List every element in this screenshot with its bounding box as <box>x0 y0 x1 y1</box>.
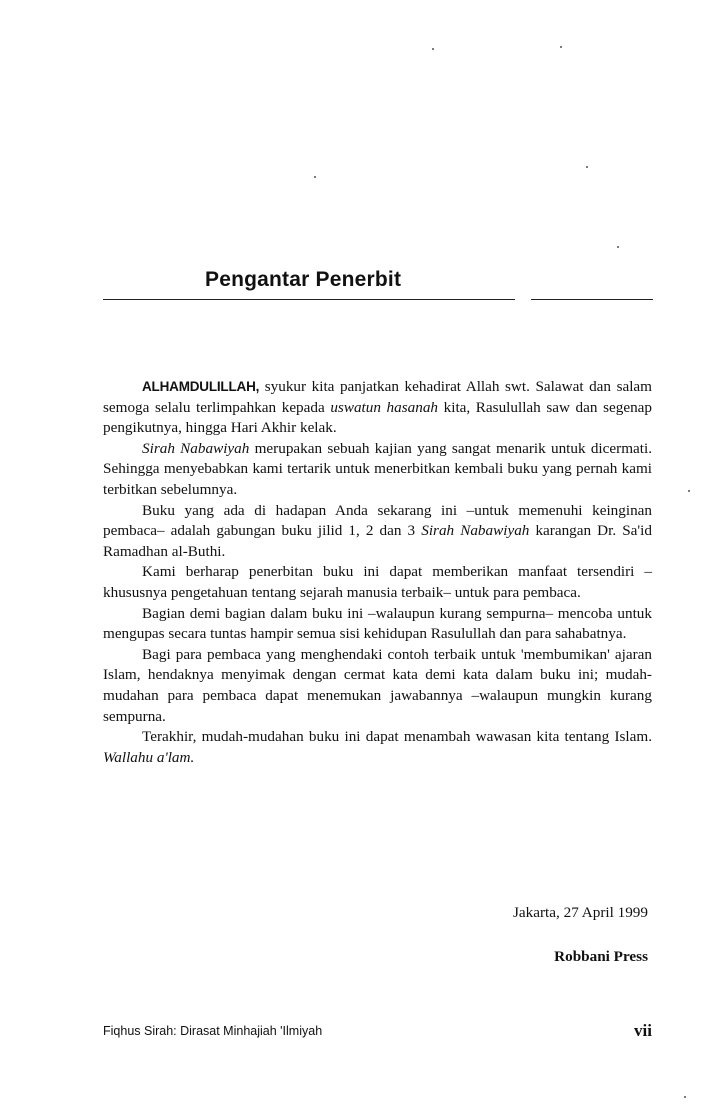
scan-speck <box>432 48 434 50</box>
scan-speck <box>560 46 562 48</box>
paragraph-text: syukur kita panjatkan kehadirat Allah swt. Salawat dan salam semoga selalu terlimpahkan kepada <box>103 378 652 416</box>
paragraph-text: Terakhir, mudah-mudahan buku ini dapat menambah wawasan kita tentang Islam. <box>142 728 652 746</box>
scan-speck <box>617 246 619 248</box>
paragraph-lead-word: ALHAMDULILLAH, <box>142 379 260 394</box>
italic-term: Sirah Nabawiyah <box>421 522 530 540</box>
page-title: Pengantar Penerbit <box>205 268 402 291</box>
body-text <box>103 377 652 768</box>
paragraph-text: Buku yang ada di hadapan Anda sekarang ini –untuk memenuhi keinginan pembaca– adalah gabungan buku jilid 1, 2 dan 3 <box>103 501 652 540</box>
paragraph <box>103 562 652 603</box>
italic-term: uswatun hasanah <box>330 398 439 416</box>
italic-term: Wallahu a'lam. <box>103 748 195 766</box>
scan-speck <box>586 166 588 168</box>
scan-speck <box>688 490 690 492</box>
paragraph <box>103 439 652 501</box>
paragraph-text: Bagian demi bagian dalam buku ini –walaupun kurang sempurna– mencoba untuk mengupas secara tuntas hampir semua sisi kehidupan Rasulullah dan para sahabatnya. <box>103 604 652 643</box>
paragraph-text: Bagi para pembaca yang menghendaki contoh terbaik untuk 'membumikan' ajaran Islam, hendaknya menyimak dengan cermat kata demi kata dalam buku ini; mudah-mudahan para pembaca dapat menemukan jawabannya –walaupun mungkin kurang sempurna. <box>103 645 652 725</box>
footer-book-title: Fiqhus Sirah: Dirasat Minhajiah 'Ilmiyah <box>103 1024 323 1038</box>
signature-publisher: Robbani Press <box>554 948 648 965</box>
paragraph <box>103 645 652 727</box>
signature-date: Jakarta, 27 April 1999 <box>513 904 648 921</box>
paragraph-text: Kami berharap penerbitan buku ini dapat memberikan manfaat tersendiri –khususnya pengetahuan tentang sejarah manusia terbaik– untuk para pembaca. <box>103 563 652 601</box>
scan-speck <box>314 176 316 178</box>
paragraph-text: karangan Dr. Sa'id Ramadhan al-Buthi. <box>103 522 652 560</box>
page-number: vii <box>634 1021 652 1040</box>
paragraph <box>103 604 652 645</box>
paragraph-text: kita, Rasulullah saw dan segenap pengikutnya, hingga Hari Akhir kelak. <box>103 398 652 437</box>
title-rule-left <box>103 299 515 300</box>
paragraph <box>103 727 652 768</box>
scan-speck <box>684 1096 686 1098</box>
title-rule-right <box>531 299 653 300</box>
paragraph-text: merupakan sebuah kajian yang sangat menarik untuk dicermati. Sehingga menyebabkan kami tertarik untuk menerbitkan kembali buku yang pernah kami terbitkan sebelumnya. <box>103 439 652 498</box>
paragraph <box>103 501 652 563</box>
paragraph <box>103 377 652 439</box>
italic-term: Sirah Nabawiyah <box>142 439 250 457</box>
